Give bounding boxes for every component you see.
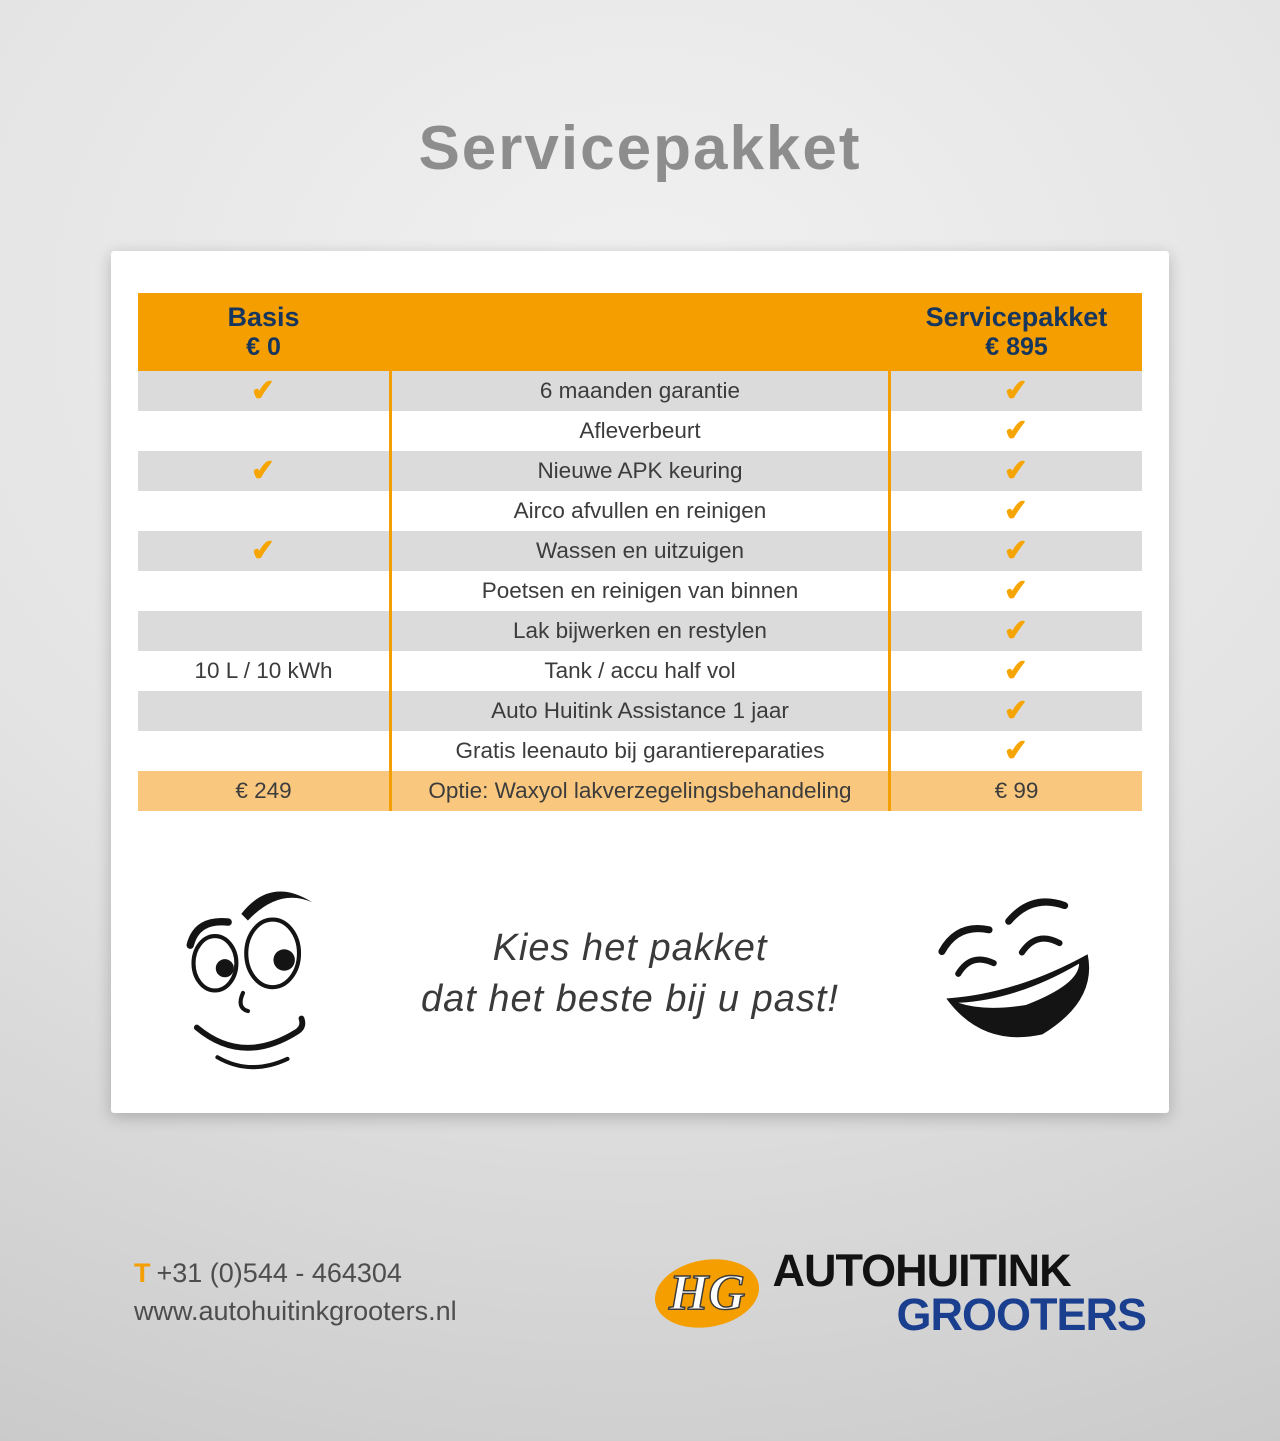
basis-cell <box>138 491 389 531</box>
table-body <box>138 371 1142 811</box>
service-cell: € 99 <box>994 778 1039 804</box>
phone-number: +31 (0)544 - 464304 <box>156 1258 402 1289</box>
basis-column-header <box>138 302 389 362</box>
basis-cell <box>138 451 389 491</box>
basis-cell <box>138 531 389 571</box>
phone-line <box>134 1255 457 1293</box>
feature-label: Lak bijwerken en restylen <box>389 611 891 651</box>
tagline-line2: dat het beste bij u past! <box>421 978 839 1021</box>
table-row <box>138 611 1142 651</box>
feature-label: Auto Huitink Assistance 1 jaar <box>389 691 891 731</box>
table-row <box>138 571 1142 611</box>
table-row <box>138 451 1142 491</box>
check-icon: ✔ <box>1003 693 1030 728</box>
table-row <box>138 411 1142 451</box>
basis-cell <box>138 731 389 771</box>
check-icon: ✔ <box>250 533 277 568</box>
service-cell <box>891 691 1142 731</box>
service-cell <box>891 411 1142 451</box>
check-icon: ✔ <box>1003 573 1030 608</box>
feature-label: Gratis leenauto bij garantiereparaties <box>389 731 891 771</box>
service-cell <box>891 571 1142 611</box>
dealer-logo <box>648 1245 1146 1341</box>
table-header <box>138 293 1142 371</box>
tagline-text <box>337 923 923 1026</box>
basis-cell <box>138 611 389 651</box>
basis-cell <box>138 691 389 731</box>
brand-auto: AUTO <box>772 1245 896 1297</box>
basis-cell: 10 L / 10 kWh <box>194 658 333 684</box>
check-icon: ✔ <box>1003 733 1030 768</box>
check-icon: ✔ <box>1003 453 1030 488</box>
check-icon: ✔ <box>1003 533 1030 568</box>
table-row <box>138 531 1142 571</box>
table-row <box>138 651 1142 691</box>
brand-huitink: HUITINK <box>895 1245 1071 1297</box>
basis-cell: € 249 <box>235 778 292 804</box>
website-text: www.autohuitinkgrooters.nl <box>134 1296 457 1327</box>
happy-face-illustration <box>172 871 337 1077</box>
footer <box>134 1245 1146 1341</box>
laughing-face-illustration <box>923 886 1108 1062</box>
hg-monogram-text: HG <box>669 1264 746 1321</box>
check-icon: ✔ <box>1003 493 1030 528</box>
feature-label: 6 maanden garantie <box>389 371 891 411</box>
service-cell <box>891 371 1142 411</box>
basis-price: € 0 <box>246 333 281 362</box>
check-icon: ✔ <box>250 373 277 408</box>
tagline-area <box>138 853 1142 1095</box>
page-title: Servicepakket <box>418 114 862 183</box>
service-cell <box>891 731 1142 771</box>
comparison-table <box>138 293 1142 811</box>
table-row <box>138 371 1142 411</box>
phone-prefix: T <box>134 1258 151 1289</box>
servicepakket-column-header <box>891 302 1142 362</box>
brand-text <box>772 1245 1146 1341</box>
table-row <box>138 691 1142 731</box>
service-cell <box>891 451 1142 491</box>
basis-cell <box>138 411 389 451</box>
table-row <box>138 771 1142 811</box>
service-cell <box>891 491 1142 531</box>
feature-label: Airco afvullen en reinigen <box>389 491 891 531</box>
hg-monogram-icon <box>648 1250 766 1336</box>
service-cell <box>891 651 1142 691</box>
service-cell <box>891 531 1142 571</box>
service-cell <box>891 611 1142 651</box>
feature-label: Optie: Waxyol lakverzegelingsbehandeling <box>389 771 891 811</box>
check-icon: ✔ <box>250 453 277 488</box>
service-card <box>111 251 1169 1113</box>
feature-label: Nieuwe APK keuring <box>389 451 891 491</box>
check-icon: ✔ <box>1003 413 1030 448</box>
basis-cell <box>138 571 389 611</box>
check-icon: ✔ <box>1003 613 1030 648</box>
brand-line1 <box>772 1245 1146 1297</box>
basis-title: Basis <box>227 302 300 333</box>
table-row <box>138 731 1142 771</box>
check-icon: ✔ <box>1003 373 1030 408</box>
contact-info <box>134 1255 457 1331</box>
basis-cell <box>138 371 389 411</box>
feature-label: Wassen en uitzuigen <box>389 531 891 571</box>
feature-label: Afleverbeurt <box>389 411 891 451</box>
tagline-line1: Kies het pakket <box>492 926 768 969</box>
brand-grooters: GROOTERS <box>896 1289 1146 1341</box>
servicepakket-title: Servicepakket <box>925 302 1108 333</box>
check-icon: ✔ <box>1003 653 1030 688</box>
feature-label: Tank / accu half vol <box>389 651 891 691</box>
feature-label: Poetsen en reinigen van binnen <box>389 571 891 611</box>
servicepakket-price: € 895 <box>985 333 1048 362</box>
table-row <box>138 491 1142 531</box>
